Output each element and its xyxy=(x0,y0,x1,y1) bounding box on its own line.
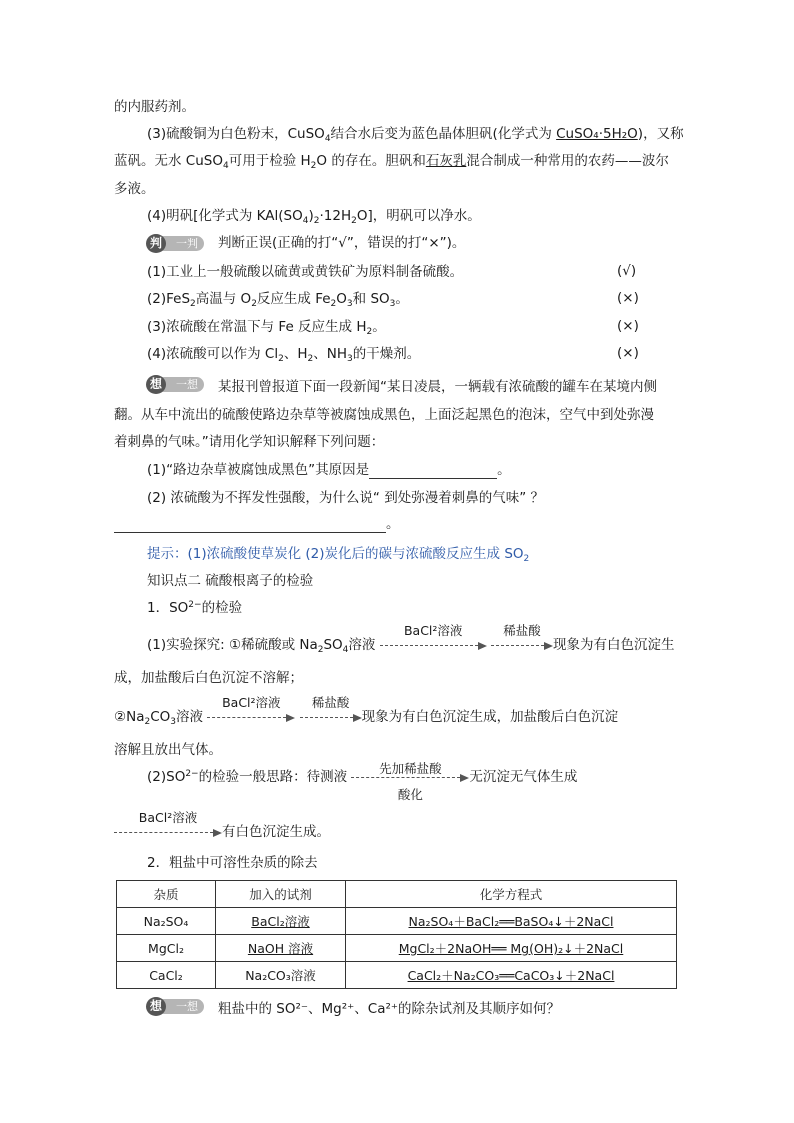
judge-item-2: (2)FeS$_2$高温与 $O_2$反应生成 $Fe_2O_3$和 $SO_3$。 xyxy=(147,291,409,309)
reagent-cell: NaOH 溶液 xyxy=(216,935,346,962)
reaction-arrow: 稀盐酸 xyxy=(491,624,553,654)
text-line: 溶解且放出气体。 xyxy=(114,742,222,758)
experiment-2: $②Na_2CO_3$溶液 BaCl²溶液 稀盐酸 现象为有白色沉淀生成，加盐酸后白色沉淀 xyxy=(114,695,619,727)
question-2: (2) 浓硫酸为不挥发性强酸，为什么说“ 到处弥漫着刺鼻的气味” ？ xyxy=(147,490,544,506)
subsection-2-title: 2．粗盐中可溶性杂质的除去 xyxy=(147,855,318,871)
panduan-instruction: 判断正误(正确的打“√”，错误的打“×”)。 xyxy=(218,235,466,251)
reaction-arrow: BaCl²溶液 xyxy=(114,811,222,841)
reaction-arrow: 稀盐酸 xyxy=(300,696,362,726)
panduan-tag: 判 一判 xyxy=(146,234,204,253)
reaction-arrow: BaCl²溶液 xyxy=(380,624,487,654)
test-path: $(2)SO^{2-}$的检验一般思路：待测液 先加稀盐酸 酸化 无沉淀无气体生成 xyxy=(147,761,578,802)
test-path-cont: BaCl²溶液 有白色沉淀生成。 xyxy=(114,811,330,841)
question-2-blank-line: 。 xyxy=(114,515,400,533)
news-line-1: 某报刊曾报道下面一段新闻“某日凌晨，一辆载有浓硫酸的罐车在某境内侧 xyxy=(218,379,657,395)
impurity-cell: CaCl₂ xyxy=(117,962,216,989)
table-header: 杂质 xyxy=(117,881,216,908)
reaction-arrow: 先加稀盐酸 酸化 xyxy=(351,768,469,786)
xiangyixiang-tag: 想 一想 xyxy=(146,375,204,394)
text-line: (4)明矾[化学式为 $KAl(SO_4)_2\cdot 12H_2O$]，明矾可以净水。 xyxy=(147,208,481,226)
impurity-cell: Na₂SO₄ xyxy=(117,908,216,935)
news-line-2: 翻。从车中流出的硫酸使路边杂草等被腐蚀成黑色，上面泛起黑色的泡沫，空气中到处弥漫 xyxy=(114,407,654,423)
text-line: (3)硫酸铜为白色粉末，CuSO$_4$结合水后变为蓝色晶体胆矾(化学式为 CuSO₄·5H₂O)，又称 xyxy=(147,126,684,144)
table-row xyxy=(117,962,677,989)
judge-answer-4: (×) xyxy=(617,345,639,361)
table-row xyxy=(117,935,677,962)
judge-answer-2: (×) xyxy=(617,290,639,306)
reagent-cell: Na₂CO₃溶液 xyxy=(216,962,346,989)
text-line: 成，加盐酸后白色沉淀不溶解； xyxy=(114,670,303,686)
question-1: (1)“路边杂草被腐蚀成黑色”其原因是 。 xyxy=(147,462,511,478)
judge-item-3: (3)浓硫酸在常温下与 Fe 反应生成 $H_2$。 xyxy=(147,319,386,337)
table-header: 化学方程式 xyxy=(346,881,677,908)
table-row xyxy=(117,908,677,935)
table-header: 加入的试剂 xyxy=(216,881,346,908)
experiment-1: (1)实验探究: ①稀硫酸或 $Na_2SO_4$溶液 BaCl²溶液 稀盐酸 现象为有白色沉淀生 xyxy=(147,623,675,655)
final-question: 粗盐中的 SO²⁻、Mg²⁺、Ca²⁺的除杂试剂及其顺序如何？ xyxy=(218,1001,561,1017)
text-line: 的内服药剂。 xyxy=(114,99,195,115)
equation-cell: CaCl₂＋Na₂CO₃══CaCO₃↓＋2NaCl xyxy=(346,962,677,989)
equation-cell: Na₂SO₄＋BaCl₂══BaSO₄↓＋2NaCl xyxy=(346,908,677,935)
text-line: 多液。 xyxy=(114,181,155,197)
equation-cell: MgCl₂＋2NaOH══ Mg(OH)₂↓＋2NaCl xyxy=(346,935,677,962)
reaction-arrow: BaCl²溶液 xyxy=(207,696,295,726)
news-line-3: 着刺鼻的气味。”请用化学知识解释下列问题： xyxy=(114,434,385,450)
impurity-cell: MgCl₂ xyxy=(117,935,216,962)
subsection-1-title: 1．$SO^{2-}$的检验 xyxy=(147,600,243,616)
impurity-table xyxy=(116,880,677,989)
judge-answer-3: (×) xyxy=(617,318,639,334)
judge-answer-1: (√) xyxy=(617,263,637,279)
judge-item-4: (4)浓硫酸可以作为 $Cl_2$、$H_2$、$NH_3$的干燥剂。 xyxy=(147,346,421,364)
answer-blank xyxy=(114,518,386,533)
judge-item-1: (1)工业上一般硫酸以硫黄或黄铁矿为原料制备硫酸。 xyxy=(147,264,464,280)
text-line: 蓝矾。无水 CuSO$_4$可用于检验 $H_2O$ 的存在。胆矾和石灰乳混合制成一种常用的农药——波尔 xyxy=(114,153,669,171)
answer-blank xyxy=(369,464,497,479)
table-header-row xyxy=(117,881,677,908)
xiangyixiang-tag: 想 一想 xyxy=(146,997,204,1016)
hint: 提示：(1)浓硫酸使草炭化 (2)炭化后的碳与浓硫酸反应生成 $SO_2$ xyxy=(147,546,530,564)
section-title: 知识点二 硫酸根离子的检验 xyxy=(147,573,314,589)
reagent-cell: BaCl₂溶液 xyxy=(216,908,346,935)
